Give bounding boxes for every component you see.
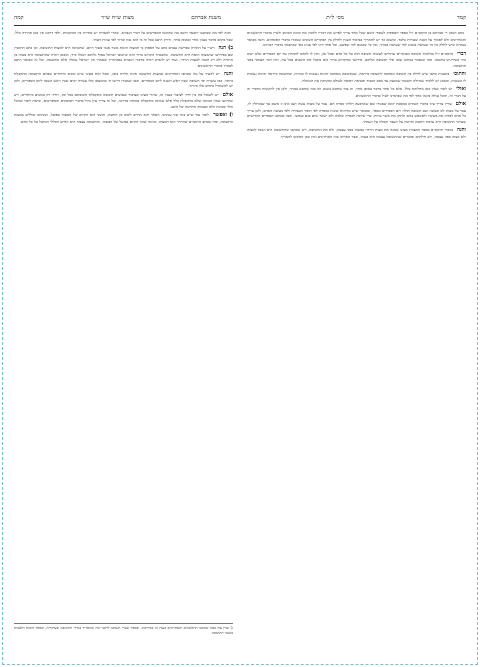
paragraph-text: כתב הגאון ר׳ אברהם בן הרמב״ם ז״ל בספר המספיק לעובדי השם שכל אחד צריך לפרש את דבריו ולהבין את כוונת הכתוב ולעיין בדברי הראשונים והאחרונים ולא לסמוך על הבנה שטחית בלבד, ומשום כך יש להאריך בביאור הענין ולחלק בין המקרים השונים שנזכרו בדברי הפוסקים. והנה מבואר בגמרא שיש לחלק בין מי שעושה בשוגג למי שעושה במזיד, ובין מי שנאנס למי שפשע, וכל אחד דינו לפי ענינו כפי שנתבאר בדברי רבותינו. — [247, 30, 466, 47]
left-column — [14, 30, 233, 658]
paragraph-lead-word: והתוס׳ — [451, 71, 466, 77]
paragraph — [14, 45, 233, 68]
paragraph — [14, 71, 233, 89]
header-tractate: מס׳ ל״ת — [326, 15, 344, 21]
paragraph — [247, 86, 466, 98]
paragraph — [14, 112, 233, 124]
paragraph-lead-word: ואולי — [454, 86, 466, 92]
paragraph-lead-word: אולם — [220, 91, 233, 98]
header-book-title: משנת אברהם — [191, 15, 221, 21]
header-section: מצות ש״ח ש״ד — [101, 15, 134, 21]
footnote: ז) ועיין עוד במה שכתבו הראשונים והאחרונים בענין זה באריכות, ובספר שערי תשובה לרבנו יונה שהאריך בגדרי התשובה ובעיקריה, ובספר חובות הלבבות בשער התשובה. — [14, 626, 233, 636]
paragraph — [247, 101, 466, 124]
document-page — [14, 11, 466, 659]
paragraph-text: בדברי הרמב״ם בספר המצוות מצינו שמנה את מצות הוידוי כמצוה בפני עצמה, ולא את התשובה, ויש שכתבו שהתשובה היא הכנה למצוה ולא מצוה בפני עצמה, ויש חולקים וסוברים שהתשובה עצמה היא מצוה, וכבר האריכו בזה האחרונים ואין כאן המקום להאריך. — [247, 127, 466, 139]
paragraph-text: לומר עוד שיש בזה שני ענינים, האחד הוא החיוב לשוב מן החטא, והשני הוא הקיום של המצוה בפועל, ושניהם נכללים במצות התשובה, ומה שכתב הרמב״ם שהוידוי הוא המצוה, כוונתו שזהו הקיום בפועל של המצוה, והתשובה עצמה היא החיוב הכללי המוטל על כל אדם. — [14, 112, 233, 124]
paragraph-lead-word: ו) ואפשר — [210, 112, 233, 118]
page-number-left: קמה — [14, 15, 24, 21]
header-rule — [14, 25, 466, 26]
paragraph-lead-word: והנה — [455, 127, 466, 133]
footnote-rule — [14, 623, 233, 624]
paragraph-text: הרמב״ם ז״ל בהלכות תשובה מבוארים שהחיוב לעשות תשובה הוא על כל אדם ובכל זמן, ואין לו לאדם להמתין עד יום הכפורים אלא ישוב מיד כשירגיש בחטאו. ומה שנאמר בכתוב שובו אלי ואשובה אליכם, פירושו שהקדוש ברוך הוא מקבל את השבים בכל עת, ואין דבר העומד בפני התשובה. — [247, 50, 466, 68]
paragraph-text: עדיין צריך עיון בדברי הגמרא במסכת יומא שאמרו שם שארבעה חלוקי כפרה הם, עבר על מצות עשה ושב אינו זז משם עד שמוחלין לו, עבר על מצות לא תעשה ושב תשובה תולה ויום הכפורים מכפר, ומבואר שיש מדרגות שונות בכפרה לפי חומר העבירה ולפי מעשה האדם, ולכן צריך כל אדם לבדוק את מעשיו ולפשפש בהם ולתקן את אשר עיוות, כדי שיזכה לכפרה שלמה ולא ישאר שום פגם בנפשו, וכמו שכתבו הספרים הקדושים שעיקר התשובה היא עזיבת החטא וחרטה על העבר וקבלה על העתיד. — [247, 101, 466, 124]
paragraph — [14, 30, 233, 42]
paragraph-text: יש להעיר על מה שכתבו האחרונים שמצות התשובה אינה תלויה בזמן, ובכל זאת מצינו שיש זמנים מיוחדים שבהם התשובה מתקבלת ביותר, כמו עשרת ימי תשובה שבין ראש השנה ליום הכפורים, וכמו שאמרו דרשו ה׳ בהמצאו אלו עשרה ימים שבין ראש השנה ליום הכפורים, ולכן יש להשתדל בימים אלו ביותר. — [14, 71, 233, 88]
paragraph-lead-word: והנה — [221, 71, 233, 77]
paragraph-text: יש לומר שאין כאן מחלוקת כלל, אלא כל אחד מדבר באופן אחר, זה במי שחטא בשוגג וזה במי שחטא במזיד, ולכן אין להקשות מדברי זה על דברי זה, והכל עולה בקנה אחד לפי מה שביארנו לעיל בדברי הראשונים. — [247, 86, 466, 98]
paragraph-lead-word: דברי — [455, 50, 466, 57]
running-header — [14, 11, 466, 25]
paragraph-text: בתענית כתבו שיש לחלק בין תשובה מאהבה לתשובה מיראה, שבתשובה מאהבה זדונות נעשות לו כזכיות, ובתשובה מיראה זדונות נעשות לו כשגגות, ומכאן יש ללמוד שגדולה תשובה שמגעת עד כסא הכבוד ומביאה רפואה לעולם ומקרבת את הגאולה. — [247, 71, 466, 83]
paragraph — [247, 71, 466, 83]
paragraph-text: והנה לפי מה שכתבנו יתבאר היטב מה שהקשו המפרשים על דברי הגמרא, שהרי לכאורה יש סתירה בין המקומות, ולפי דרכנו אין כאן סתירה כלל, שכל מקום מדבר בענין אחר ובאופן אחר, ודו״ק היטב בכל זה כי הוא נכון וברור לפי עניות דעתי. — [14, 30, 233, 42]
right-column — [247, 30, 466, 658]
paragraph-lead-word: אולם — [453, 101, 466, 107]
paragraph — [247, 30, 466, 48]
paragraph-text: יש לשאול מה בין יחיד לציבור בענין זה, שהרי מצינו שציבור שעושים תשובה מתקבלת תשובתם בכל זמן, ויחיד רק בזמנים מיוחדים, ויש שתירצו שאין הכוונה שלא מתקבלת כלל אלא שאינה מתקבלת באותה מדרגה, וכל זה צריך עיון גדול בדברי הפוסקים והמפרשים, ונראה לומר שהכל תלוי בכוונת הלב ובעומק החרטה של השב. — [14, 91, 233, 109]
paragraph — [247, 127, 466, 139]
paragraph-lead-word: ב) הנה — [216, 45, 233, 51]
paragraph — [14, 92, 233, 110]
paragraph-text: רש״י על התורה בפרשת נצבים כתב על הפסוק כי המצוה הזאת אשר אנכי מצוך היום, שהכוונה היא למצות התשובה, וכן כתב הרמב״ן שם בפירושו שהמצוה הזאת היא התשובה, שהבטיח הקדוש ברוך הוא שישובו ישראל בסוף גלותם ויגאלו מיד, ומכאן ראיה שהתשובה היא מצוה מן התורה ולא רק הכנה למצות הוידוי, ועוד יש להביא ראיה מדברי הגמרא בסנהדרין שאמרו אין ישראל נגאלין אלא בתשובה, וכל זה מבואר היטב למעיין בדברי הראשונים. — [14, 45, 233, 68]
page-number-right: קמד — [457, 15, 466, 21]
paragraph — [247, 51, 466, 69]
